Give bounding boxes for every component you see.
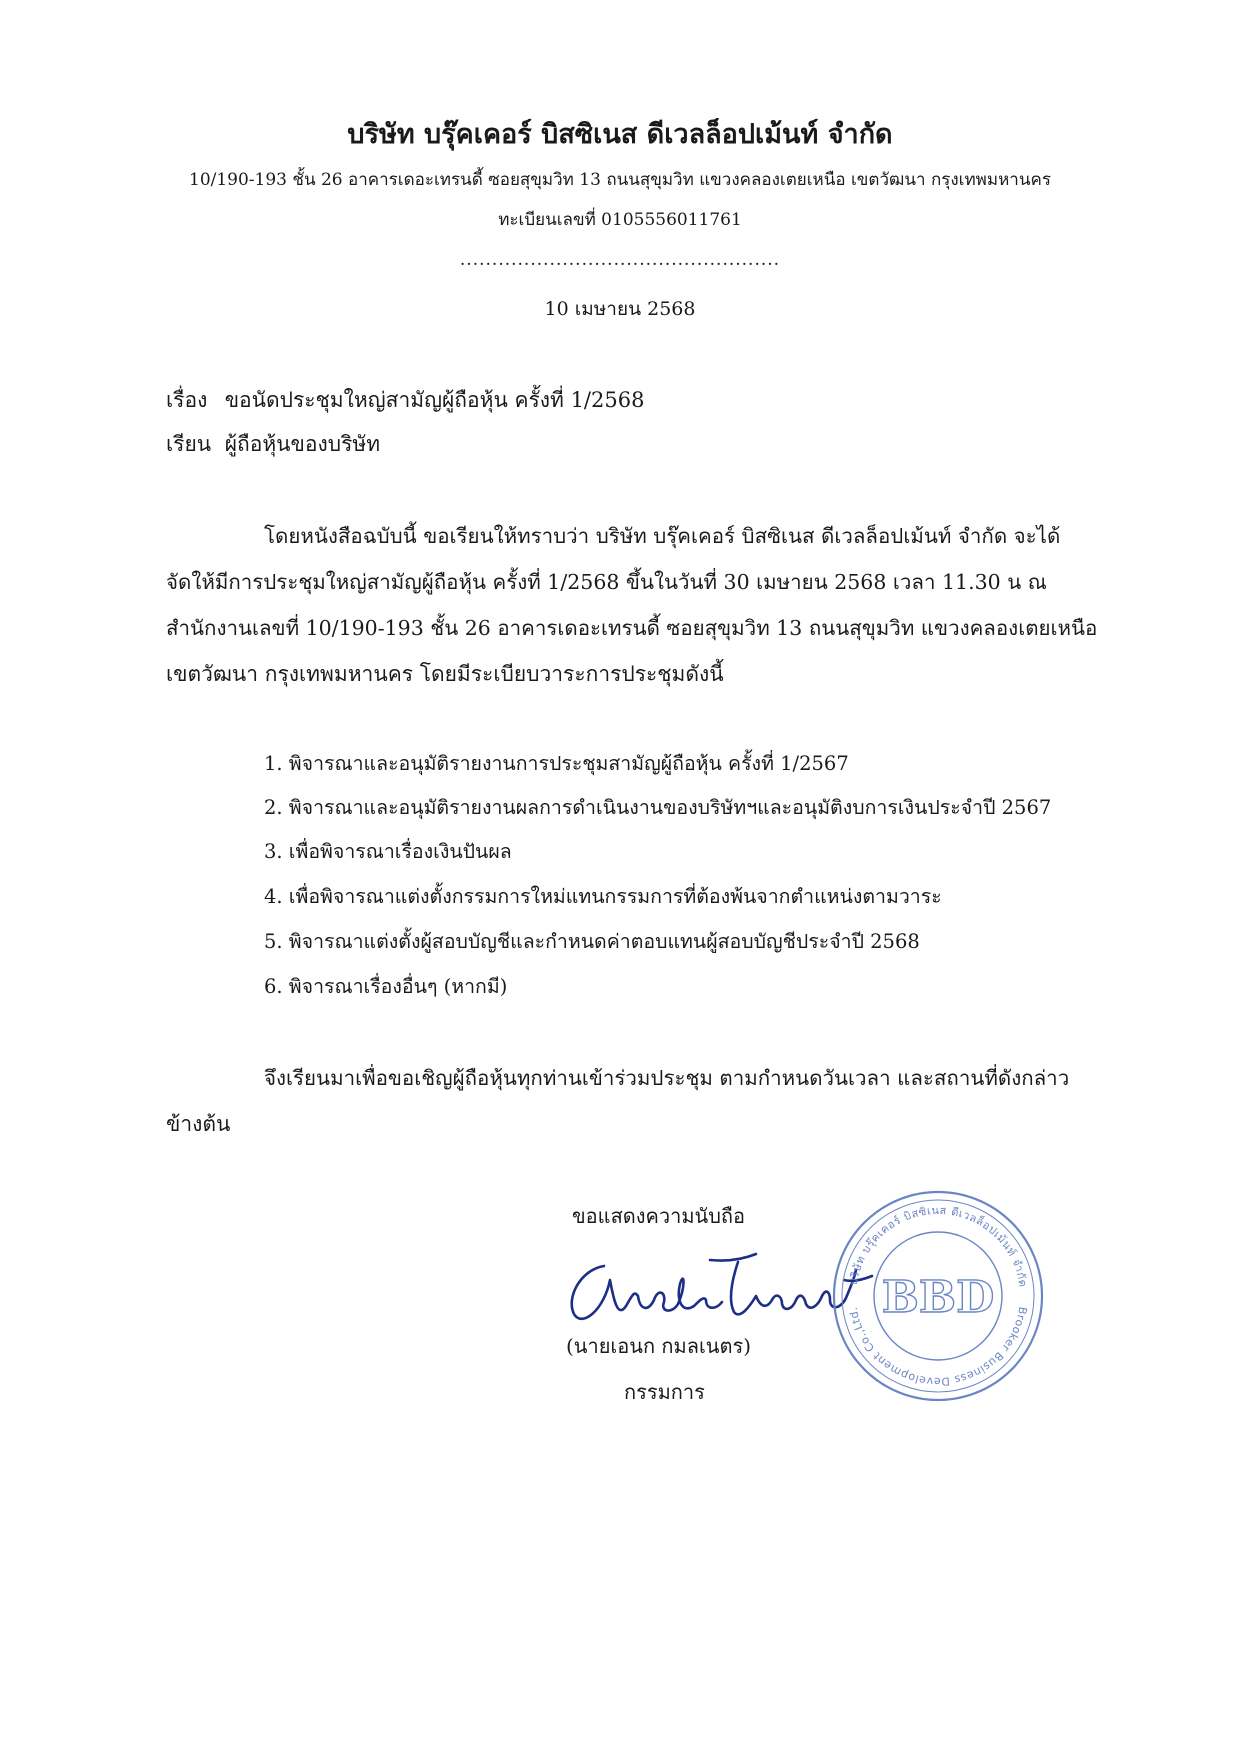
stamp-ring-text: บริษัท บรุ๊คเคอร์ บิสซิเนส ดีเวลล็อปเม้นท์ จำกัด (846, 1203, 1030, 1289)
subject-line (166, 384, 644, 417)
recipient-label: เรียน (166, 432, 212, 456)
signatory-title: กรรมการ (624, 1380, 705, 1404)
company-seal-stamp (830, 1188, 1046, 1404)
stamp-ring-text-en: Brooker Business Development Co.,Ltd. (846, 1305, 1030, 1389)
agenda-item: 1. พิจารณาและอนุมัติรายงานการประชุมสามัญผู้ถือหุ้น ครั้งที่ 1/2567 (264, 752, 849, 775)
regards-text: ขอแสดงความนับถือ (572, 1204, 746, 1228)
agenda-item: 3. เพื่อพิจารณาเรื่องเงินปันผล (264, 840, 512, 863)
body-line: โดยหนังสือฉบับนี้ ขอเรียนให้ทราบว่า บริษัท บรุ๊คเคอร์ บิสซิเนส ดีเวลล็อปเม้นท์ จำกัด จะได้ (264, 524, 1061, 548)
registration-number: ทะเบียนเลขที่ 0105556011761 (498, 210, 742, 230)
subject-label: เรื่อง (166, 388, 208, 412)
body-line: สำนักงานเลขที่ 10/190-193 ชั้น 26 อาคารเดอะเทรนดี้ ซอยสุขุมวิท 13 ถนนสุขุมวิท แขวงคลองเตยเหนือ (166, 616, 1098, 640)
signatory-name: (นายเอนก กมลเนตร) (566, 1334, 751, 1358)
letter-date: 10 เมษายน 2568 (544, 298, 696, 320)
body-line: เขตวัฒนา กรุงเทพมหานคร โดยมีระเบียบวาระการประชุมดังนี้ (166, 662, 724, 686)
subject-text: ขอนัดประชุมใหญ่สามัญผู้ถือหุ้น ครั้งที่ 1/2568 (224, 388, 645, 412)
stamp-logo-text: BBD (881, 1272, 995, 1323)
recipient-text: ผู้ถือหุ้นของบริษัท (224, 432, 381, 456)
recipient-line (166, 428, 380, 461)
agenda-item: 2. พิจารณาและอนุมัติรายงานผลการดำเนินงานของบริษัทฯและอนุมัติงบการเงินประจำปี 2567 (264, 796, 1052, 819)
company-address: 10/190-193 ชั้น 26 อาคารเดอะเทรนดี้ ซอยสุขุมวิท 13 ถนนสุขุมวิท แขวงคลองเตยเหนือ เขตวัฒนา กรุงเทพมหานคร (189, 170, 1051, 190)
agenda-item: 4. เพื่อพิจารณาแต่งตั้งกรรมการใหม่แทนกรรมการที่ต้องพ้นจากตำแหน่งตามวาระ (264, 885, 942, 908)
closing-line: จึงเรียนมาเพื่อขอเชิญผู้ถือหุ้นทุกท่านเข้าร่วมประชุม ตามกำหนดวันเวลา และสถานที่ดังกล่าว (264, 1066, 1070, 1090)
separator-dots: .................................................. (459, 250, 781, 270)
agenda-item: 5. พิจารณาแต่งตั้งผู้สอบบัญชีและกำหนดค่าตอบแทนผู้สอบบัญชีประจำปี 2568 (264, 930, 920, 953)
agenda-item: 6. พิจารณาเรื่องอื่นๆ (หากมี) (264, 975, 508, 998)
company-name: บริษัท บรุ๊คเคอร์ บิสซิเนส ดีเวลล็อปเม้นท์ จำกัด (347, 119, 893, 150)
closing-line: ข้างต้น (166, 1112, 231, 1136)
body-line: จัดให้มีการประชุมใหญ่สามัญผู้ถือหุ้น ครั้งที่ 1/2568 ขึ้นในวันที่ 30 เมษายน 2568 เวลา 11.30 น ณ (166, 570, 1047, 594)
